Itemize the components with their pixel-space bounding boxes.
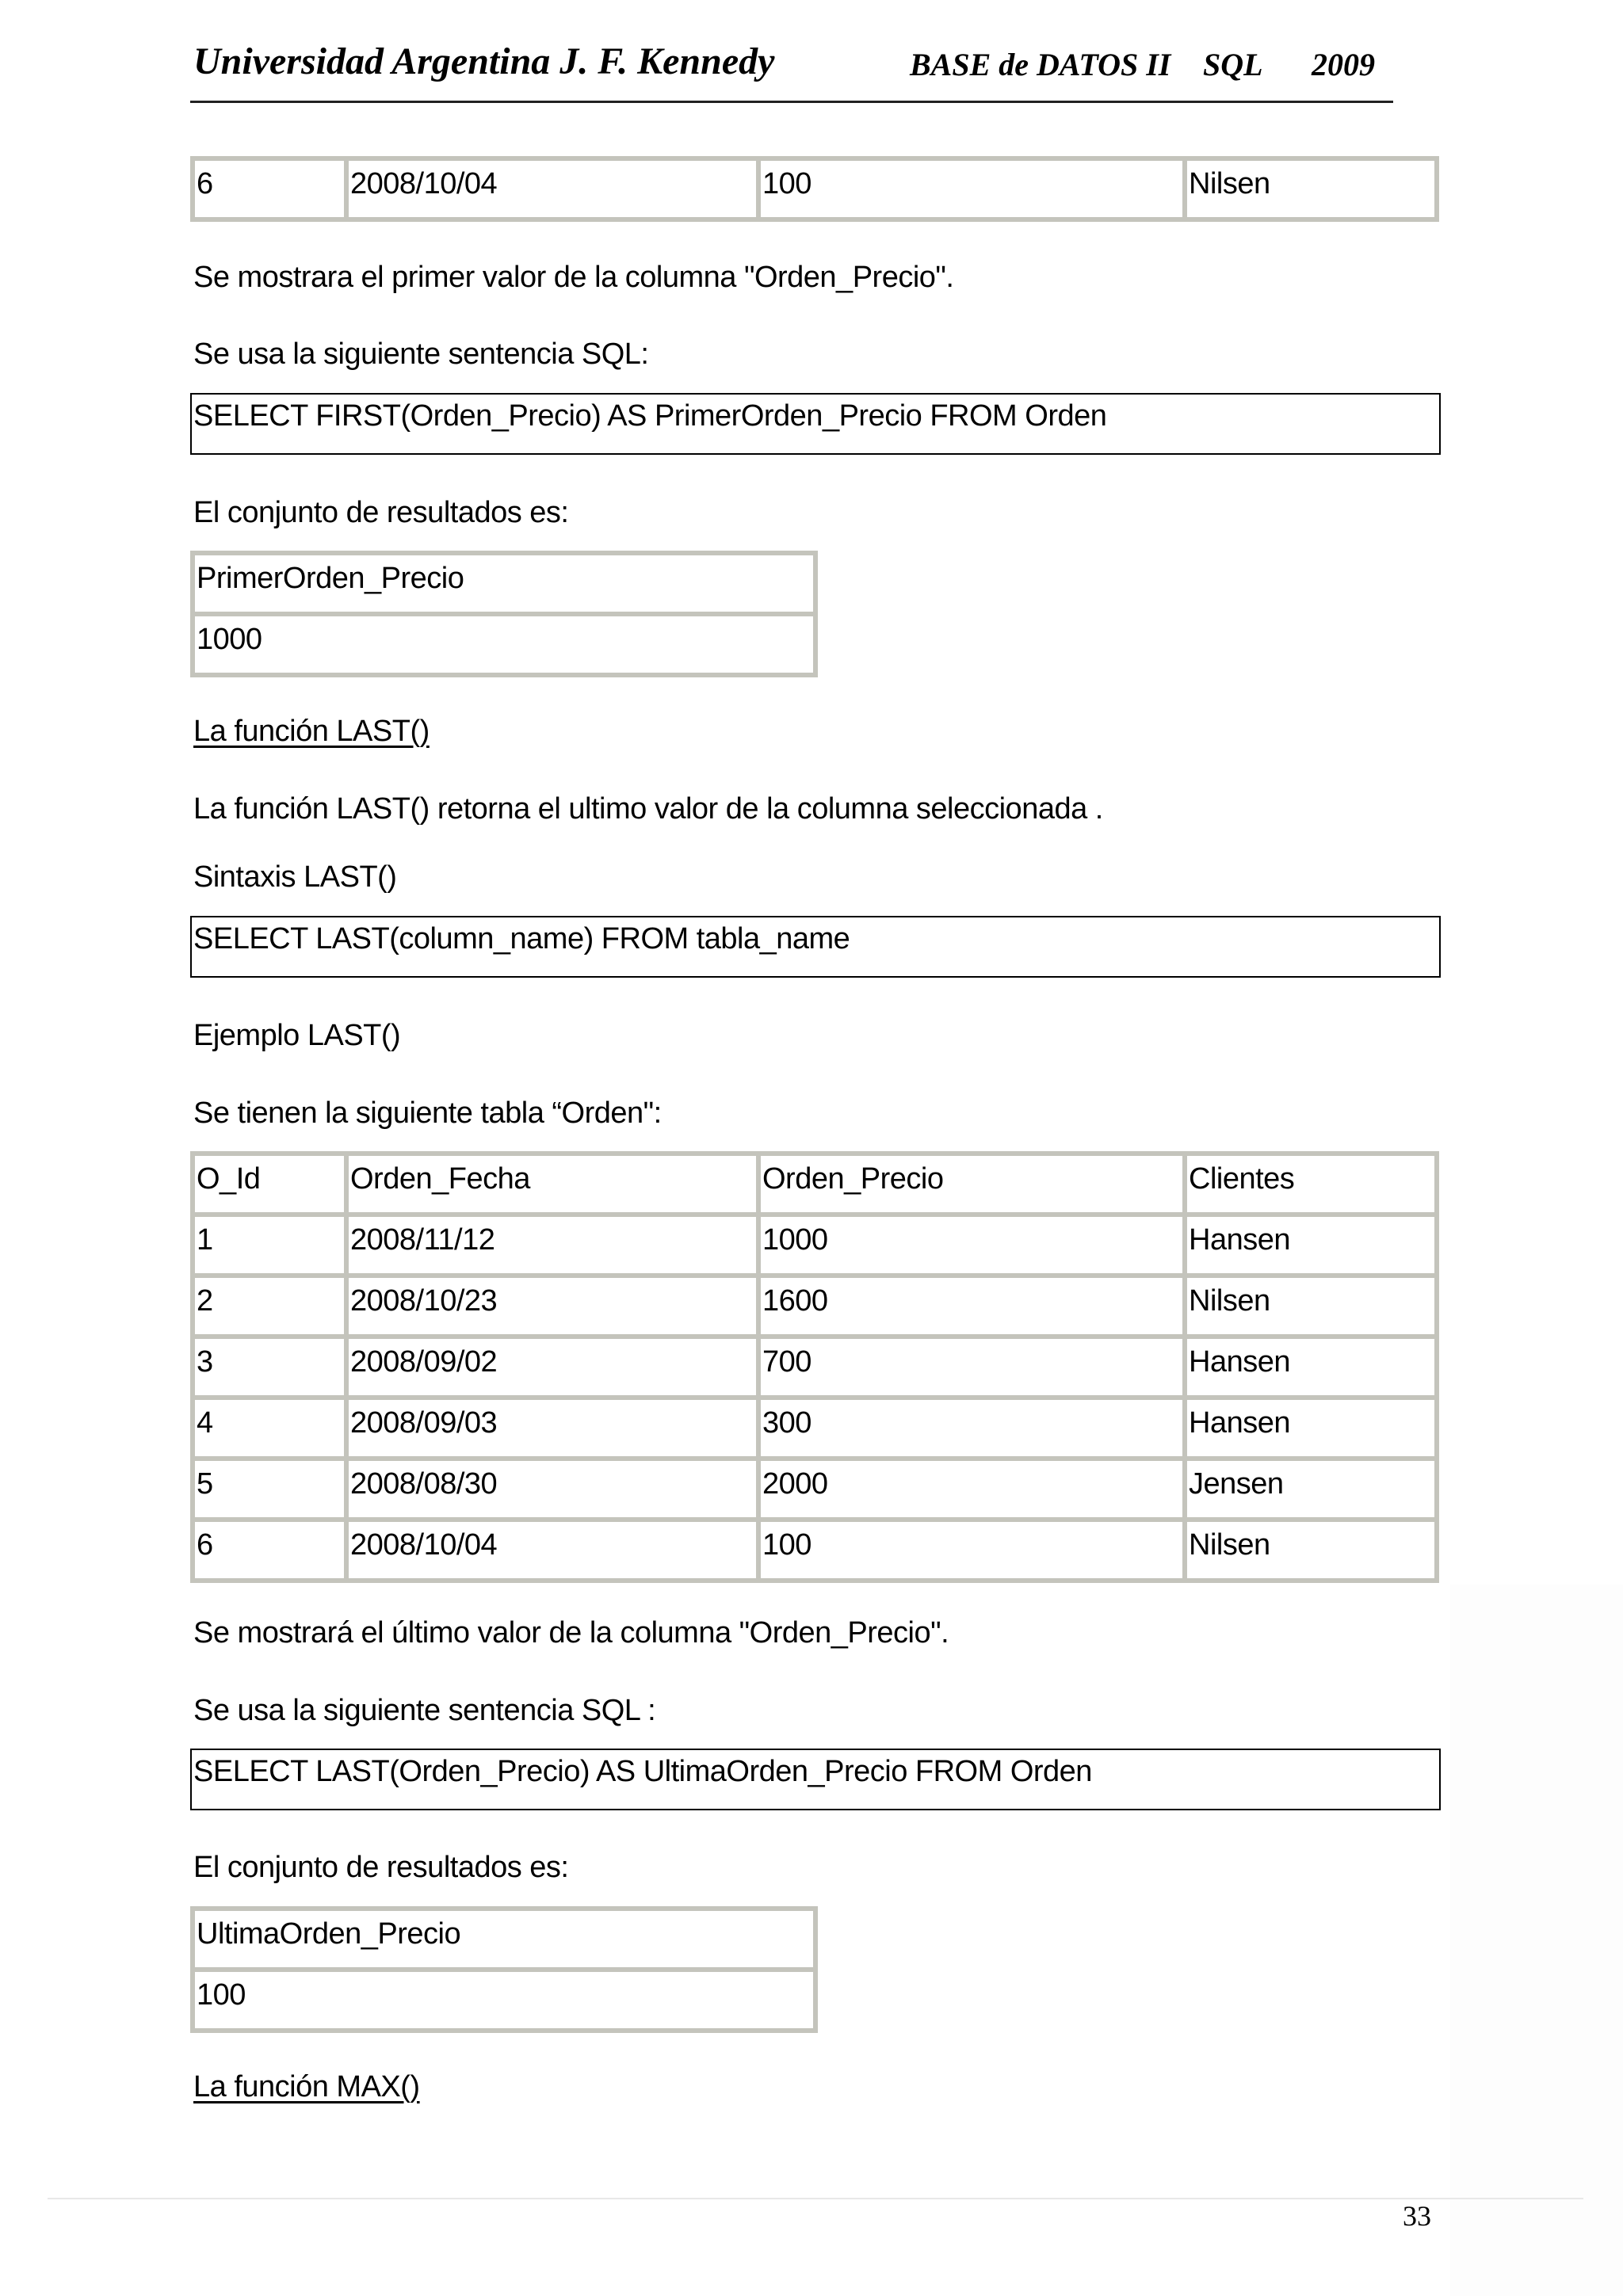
table-row [193,1215,1437,1276]
last-result-table [190,1906,818,2033]
table-cell: 2008/10/04 [346,1520,758,1581]
header-subject: SQL [1203,47,1263,82]
table-cell: 1000 [758,1215,1185,1276]
table-header-cell: PrimerOrden_Precio [193,553,815,614]
header-divider [190,101,1393,103]
table-row [193,553,815,614]
table-cell: 4 [193,1398,346,1459]
table-row [193,1276,1437,1337]
table-cell: 100 [758,158,1185,219]
last-sql-label: Se usa la siguiente sentencia SQL : [193,1694,656,1727]
table-cell: 1000 [193,614,815,675]
last-description: La función LAST() retorna el ultimo valor de la columna seleccionada . [193,792,1103,826]
table-cell: 2008/08/30 [346,1459,758,1520]
table-row [193,158,1437,219]
table-cell: Hansen [1185,1215,1437,1276]
table-cell: Nilsen [1185,1520,1437,1581]
table-cell: 3 [193,1337,346,1398]
table-row [193,1970,815,2031]
orden-table [190,1151,1439,1583]
table-cell: 2008/10/04 [346,158,758,219]
last-example-label: Ejemplo LAST() [193,1019,401,1052]
max-heading: La función MAX() [193,2070,420,2103]
first-result-table [190,551,818,677]
first-sql-label: Se usa la siguiente sentencia SQL: [193,338,649,371]
last-result-label: El conjunto de resultados es: [193,1851,569,1884]
table-row [193,1337,1437,1398]
header-university: Universidad Argentina J. F. Kennedy [193,40,775,82]
first-sql-code: SELECT FIRST(Orden_Precio) AS PrimerOrden_Precio FROM Orden [190,393,1441,455]
table-cell: 700 [758,1337,1185,1398]
page-number: 33 [1403,2200,1431,2232]
table-cell: 2 [193,1276,346,1337]
continued-table [190,156,1439,222]
table-cell: 2008/09/03 [346,1398,758,1459]
table-cell: Hansen [1185,1337,1437,1398]
table-cell: 100 [758,1520,1185,1581]
table-cell: 2008/09/02 [346,1337,758,1398]
table-cell: 5 [193,1459,346,1520]
header-course: BASE de DATOS II [910,47,1171,82]
table-cell: 2000 [758,1459,1185,1520]
table-cell: Nilsen [1185,158,1437,219]
last-syntax-label: Sintaxis LAST() [193,860,397,894]
table-cell: Hansen [1185,1398,1437,1459]
table-cell: 1600 [758,1276,1185,1337]
header-year: 2009 [1312,47,1375,82]
table-cell: 6 [193,1520,346,1581]
table-row [193,1909,815,1970]
table-cell: Jensen [1185,1459,1437,1520]
table-header-cell: Orden_Precio [758,1154,1185,1215]
last-sql-code: SELECT LAST(Orden_Precio) AS UltimaOrden_Precio FROM Orden [190,1749,1441,1810]
footer-divider [48,2198,1583,2199]
table-cell: 2008/10/23 [346,1276,758,1337]
first-result-label: El conjunto de resultados es: [193,496,569,529]
last-intro-text: Se mostrará el último valor de la columna "Orden_Precio". [193,1616,949,1650]
table-header-cell: O_Id [193,1154,346,1215]
table-header-cell: Clientes [1185,1154,1437,1215]
table-cell: 6 [193,158,346,219]
table-header-cell: UltimaOrden_Precio [193,1909,815,1970]
table-row [193,614,815,675]
table-row [193,1398,1437,1459]
first-intro-text: Se mostrara el primer valor de la columna "Orden_Precio". [193,261,954,294]
table-cell: 1 [193,1215,346,1276]
last-heading: La función LAST() [193,715,430,748]
table-header-cell: Orden_Fecha [346,1154,758,1215]
table-row [193,1459,1437,1520]
last-table-intro: Se tienen la siguiente tabla “Orden": [193,1097,662,1130]
table-cell: 2008/11/12 [346,1215,758,1276]
table-cell: Nilsen [1185,1276,1437,1337]
last-syntax-code: SELECT LAST(column_name) FROM tabla_name [190,916,1441,978]
table-cell: 100 [193,1970,815,2031]
table-row [193,1520,1437,1581]
table-header-row [193,1154,1437,1215]
table-cell: 300 [758,1398,1185,1459]
page-shading [1450,1585,1623,2296]
